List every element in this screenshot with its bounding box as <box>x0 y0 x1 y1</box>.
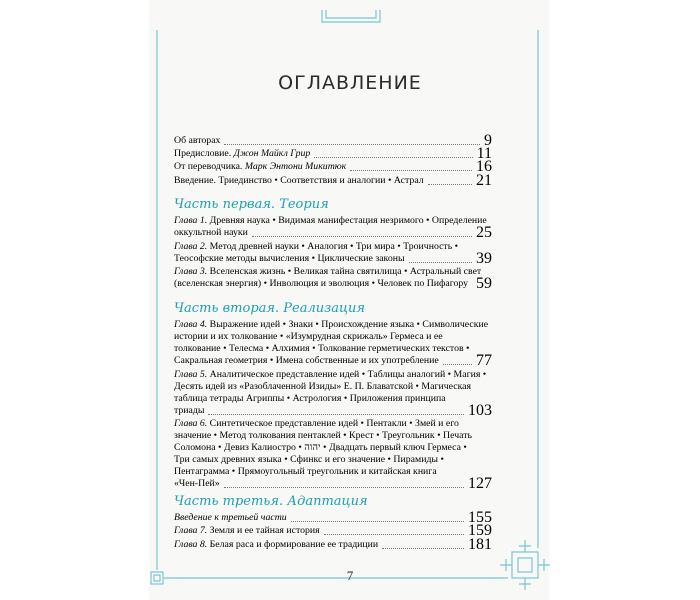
entry-text: Глава 5. Аналитическое представление идей • Таблицы аналогий • Магия • <box>174 368 487 380</box>
entry-text: Глава 6. Синтетическое представление идей • Пентакли • Змей и его <box>174 418 459 429</box>
entry-text: Пентаграмма • Прямоугольный треугольник и китайская книга <box>174 466 437 477</box>
toc-chapter-entry <box>174 343 492 355</box>
toc-chapter-entry <box>174 224 492 241</box>
entry-text: Предисловие. Джон Майкл Грир <box>174 148 311 160</box>
toc-chapter-entry <box>174 535 492 553</box>
toc-chapter-entry <box>174 275 492 292</box>
toc-chapter-entry <box>174 418 492 430</box>
page-ref: 25 <box>476 224 492 241</box>
entry-text: значение • Метод толкования пентаклей • Крест • Треугольник • Печать <box>174 430 472 441</box>
toc-front-entry <box>174 171 492 189</box>
entry-text: Глава 2. Метод древней науки • Аналогия • Три мира • Троичность • <box>174 240 459 252</box>
leader-dots <box>324 533 464 535</box>
entry-text: Глава 3. Вселенская жизнь • Великая тайна святилища • Астральный свет <box>174 266 482 277</box>
part-heading: Часть третья. Адаптация <box>174 494 368 509</box>
page-ref: 181 <box>468 535 492 553</box>
leader-dots <box>224 143 480 145</box>
entry-text: Три самых древних языка • Сфинкс и его значение • Пирамиды • <box>174 454 444 465</box>
toc-chapter-entry <box>174 475 492 492</box>
entry-text: истории и их толкование • «Изумрудная скрижаль» Гермеса и ее <box>174 331 443 342</box>
toc-chapter-entry <box>174 249 492 267</box>
toc-chapter-entry <box>174 454 492 466</box>
leader-dots <box>291 520 464 522</box>
toc-chapter-entry <box>174 509 492 526</box>
toc-chapter-entry <box>174 266 492 278</box>
toc-chapter-entry <box>174 352 492 369</box>
leader-dots <box>252 235 472 237</box>
entry-text: Сакральная геометрия • Имена собственные и их употребление <box>174 355 439 366</box>
toc-chapter-entry <box>174 401 492 419</box>
entry-text: Об авторах <box>174 135 221 146</box>
toc-chapter-entry <box>174 215 492 227</box>
page-number: 7 <box>346 568 354 583</box>
leader-dots <box>428 183 472 185</box>
page-ref: 11 <box>476 145 492 163</box>
leader-dots <box>224 486 464 488</box>
toc-front-entry <box>174 158 492 176</box>
page-ref: 16 <box>476 158 492 176</box>
page-ref: 59 <box>476 275 492 292</box>
page-ref: 159 <box>468 522 492 539</box>
page-ref: 9 <box>484 132 492 149</box>
page-title: ОГЛАВЛЕНИЕ <box>278 72 422 94</box>
entry-text: (вселенская энергия) • Инволюция и эволюция • Человек по Пифагору <box>174 278 469 289</box>
leader-dots <box>350 169 472 171</box>
leader-dots <box>409 261 472 263</box>
entry-text: Соломона • Девиз Калиостро • יהוה • Двадцать первый ключ Гермеса • <box>174 442 467 453</box>
entry-text: Десять идей из «Разоблаченной Изиды» Е. П. Блаватской • Магическая <box>174 380 472 392</box>
entry-text: От переводчика. Марк Энтони Микитюк <box>174 161 347 173</box>
entry-text: Введение к третьей части <box>174 512 287 523</box>
toc-front-entry <box>174 145 492 163</box>
entry-text: Глава 4. Выражение идей • Знаки • Происхождение языка • Символические <box>174 319 489 330</box>
entry-text: таблица тетрады Агриппы • Астрология • Приложения принципа <box>174 392 446 404</box>
page-ref: 39 <box>476 249 492 267</box>
entry-text: толкование • Телесма • Алхимия • Толкование герметических текстов • <box>174 343 470 354</box>
part-heading: Часть вторая. Реализация <box>174 301 366 316</box>
toc-chapter-entry <box>174 369 492 381</box>
entry-text: «Чен-Пей» <box>174 478 220 489</box>
toc-front-entry <box>174 132 492 149</box>
toc-chapter-entry <box>174 430 492 442</box>
page-ref: 103 <box>468 401 492 419</box>
leader-dots <box>382 547 464 549</box>
entry-text: Глава 8. Белая раса и формирование ее традиции <box>174 538 379 550</box>
entry-text: Теософские методы вычисления • Циклические законы <box>174 252 405 264</box>
toc-chapter-entry <box>174 241 492 253</box>
page-ref: 127 <box>468 475 492 492</box>
part-heading: Часть первая. Теория <box>174 197 329 212</box>
entry-text: Глава 7. Земля и ее тайная история <box>174 525 320 536</box>
page-ref: 77 <box>476 352 492 369</box>
toc-chapter-entry <box>174 522 492 539</box>
toc-chapter-entry <box>174 331 492 343</box>
toc-chapter-entry <box>174 393 492 405</box>
entry-text: триады <box>174 404 205 416</box>
entry-text: Глава 1. Древняя наука • Видимая манифестация незримого • Определение <box>174 215 487 226</box>
toc-chapter-entry <box>174 381 492 393</box>
page-ref: 155 <box>468 509 492 526</box>
toc-chapter-entry <box>174 319 492 331</box>
page-ref: 21 <box>476 171 492 189</box>
toc-chapter-entry <box>174 466 492 478</box>
entry-text: оккультной науки <box>174 227 248 238</box>
entry-text: Введение. Триединство • Соответствия и аналогии • Астрал <box>174 174 424 186</box>
leader-dots <box>443 363 472 365</box>
leader-dots <box>208 413 464 415</box>
leader-dots <box>314 156 472 158</box>
toc-chapter-entry <box>174 442 492 454</box>
